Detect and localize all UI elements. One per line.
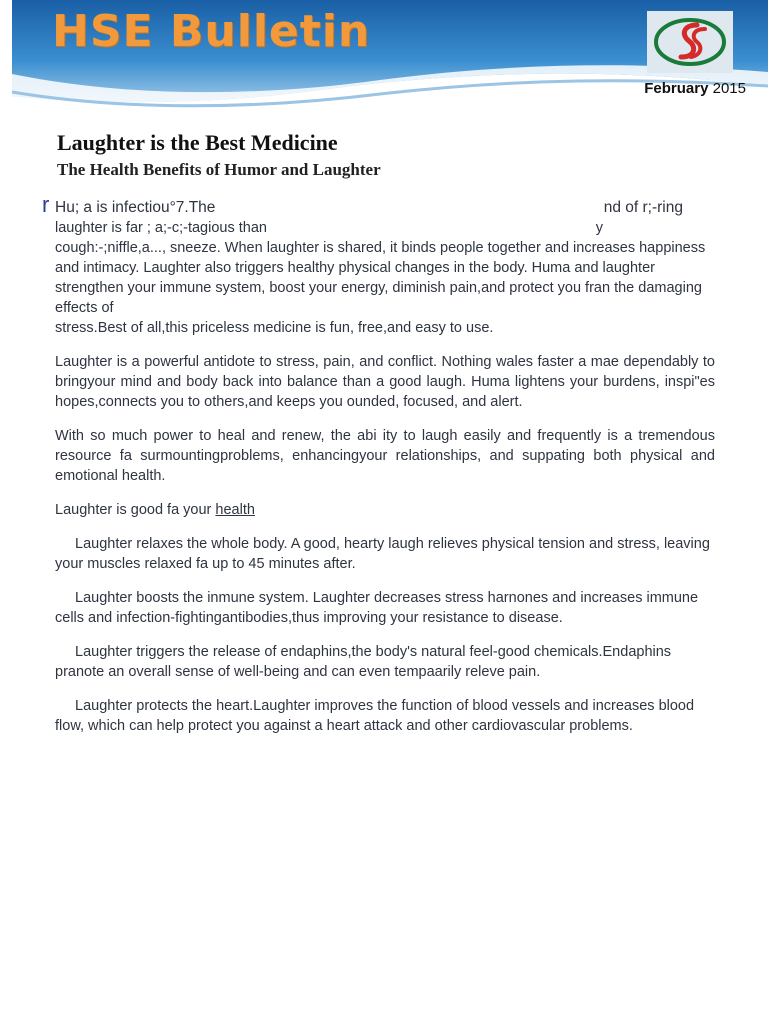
point-heart: Laughter protects the heart.Laughter improves the function of blood vessels and increases blood flow, which can help protect you against a heart attack and other cardiovascular problems.	[55, 698, 695, 734]
lead-line-1-left: Hu; a is infectiou°7.The	[55, 199, 216, 216]
company-logo	[647, 11, 733, 73]
date-month: February	[644, 80, 709, 97]
section-heading-text: Laughter is good fa your	[55, 502, 216, 518]
paragraph-antidote: Laughter is a powerful antidote to stress, pain, and conflict. Nothing wales faster a mae dependably to bringyour mind and body back into balance than a good laugh. Huma lightens your burdens, inspi"es hopes,connects you to others,and keeps you ounded, focused, and alert.	[55, 354, 715, 410]
date-year: 2015	[712, 80, 746, 97]
lead-line-1-right: nd of r;-ring	[603, 199, 683, 216]
lead-line-2	[55, 218, 603, 238]
bulletin-header	[0, 0, 768, 112]
article-body	[42, 192, 715, 736]
article-title: Laughter is the Best Medicine	[57, 130, 338, 155]
point-relaxes: Laughter relaxes the whole body. A good, hearty laugh relieves physical tension and stress, leaving your muscles relaxed fa up to 45 minutes after.	[55, 536, 710, 572]
lead-closing: stress.Best of all,this priceless medicine is fun, free,and easy to use.	[55, 320, 494, 336]
section-heading	[55, 500, 715, 520]
dropcap: r	[42, 192, 50, 217]
logo-emblem-icon	[647, 11, 733, 73]
bulletin-date	[644, 80, 746, 97]
paragraph-power: With so much power to heal and renew, the abi ity to laugh easily and frequently is a tremendous resource fa surmountingproblems, enhancingyour relationships, and suppating both physical and emotional health.	[55, 428, 715, 484]
lead-line-2-right: y	[595, 220, 603, 236]
article-subtitle: The Health Benefits of Humor and Laughter	[57, 160, 381, 179]
lead-line-2-left: laughter is far ; a;-c;-tagious than	[55, 220, 267, 236]
section-heading-health: health	[215, 502, 255, 518]
lead-rest: cough:-;niffle,a..., sneeze. When laughter is shared, it binds people together and increases happiness and intimacy. Laughter also triggers healthy physical changes in the body. Huma and laughter strengthen your immune system, boost your energy, diminish pain,and protect you fran the damaging effects of	[55, 240, 706, 316]
lead-line-1	[55, 198, 683, 218]
point-endorphins: Laughter triggers the release of endaphins,the body's natural feel-good chemicals.Endaphins pranote an overall sense of well-being and can even tempaarily releve pain.	[55, 644, 672, 680]
point-immune: Laughter boosts the inmune system. Laughter decreases stress harnones and increases immune cells and infection-fightingantibodies,thus improving your resistance to disease.	[55, 590, 699, 626]
lead-paragraph	[42, 192, 715, 338]
bulletin-title: HSE Bulletin	[52, 6, 371, 57]
